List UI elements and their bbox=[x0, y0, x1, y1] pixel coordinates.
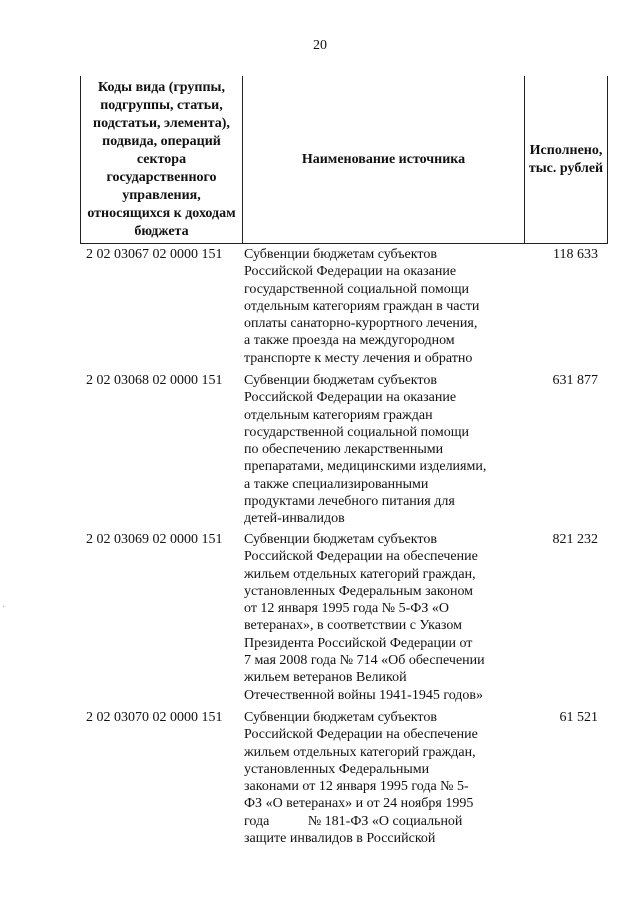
row-name bbox=[244, 372, 526, 528]
row-name-line: а также проезда на междугородном bbox=[244, 333, 455, 349]
row-name-line: Субвенции бюджетам субъектов bbox=[244, 710, 437, 725]
row-name bbox=[244, 709, 526, 847]
row-code: 2 02 03070 02 0000 151 bbox=[86, 710, 223, 725]
row-name-line: государственной социальной помощи bbox=[244, 281, 470, 297]
row-name-line: установленных Федеральным законом bbox=[244, 583, 474, 599]
row-name bbox=[244, 531, 526, 704]
row-name-line: жильем ветеранов Великой bbox=[244, 670, 407, 686]
row-name-line: года № 181-ФЗ «О социальной bbox=[244, 813, 463, 829]
row-amount: 118 633 bbox=[553, 247, 598, 262]
row-code: 2 02 03067 02 0000 151 bbox=[86, 247, 223, 262]
row-name-line: Президента Российской Федерации от bbox=[244, 635, 473, 651]
row-name-line: транспорте к месту лечения и обратно bbox=[244, 350, 473, 366]
row-name-line: Субвенции бюджетам субъектов bbox=[244, 373, 437, 388]
row-name-line: Отечественной войны 1941-1945 годов» bbox=[244, 687, 484, 703]
row-name-line: оплаты санаторно-курортного лечения, bbox=[244, 316, 478, 332]
row-name-line: государственной социальной помощи bbox=[244, 424, 470, 440]
row-name bbox=[244, 246, 526, 367]
row-name-line: Субвенции бюджетам субъектов bbox=[244, 532, 437, 547]
header-name: Наименование источника bbox=[243, 76, 525, 243]
scan-margin-mark: · bbox=[2, 602, 6, 613]
row-amount: 61 521 bbox=[559, 710, 598, 725]
row-name-line: ФЗ «О ветеранах» и от 24 ноября 1995 bbox=[244, 796, 474, 812]
row-name-line: ветеранах», в соответствии с Указом bbox=[244, 618, 462, 634]
row-code: 2 02 03069 02 0000 151 bbox=[86, 532, 223, 547]
row-code: 2 02 03068 02 0000 151 bbox=[86, 373, 223, 388]
row-name-line: жильем отдельных категорий граждан, bbox=[244, 566, 476, 582]
row-name-line: отдельным категориям граждан в части bbox=[244, 298, 480, 314]
row-name-line: защите инвалидов в Российской bbox=[244, 831, 436, 847]
row-name-line: по обеспечению лекарственными bbox=[244, 442, 444, 458]
header-code: Коды вида (группы, подгруппы, статьи, подстатьи, элемента), подвида, операций сектора государственного управления, относящихся к доходам бюджета bbox=[81, 76, 243, 243]
row-amount: 631 877 bbox=[552, 373, 598, 388]
row-name-line: Российской Федерации на обеспечение bbox=[244, 727, 478, 743]
row-name-line: Российской Федерации на оказание bbox=[244, 264, 457, 280]
row-name-line: препаратами, медицинскими изделиями, bbox=[244, 459, 487, 475]
row-name-line: Российской Федерации на оказание bbox=[244, 390, 457, 406]
row-name-line: от 12 января 1995 года № 5-ФЗ «О bbox=[244, 601, 449, 617]
page-number: 20 bbox=[313, 38, 327, 53]
row-name-line: Субвенции бюджетам субъектов bbox=[244, 247, 437, 262]
row-name-line: продуктами лечебного питания для bbox=[244, 494, 455, 510]
row-name-line: жильем отдельных категорий граждан, bbox=[244, 744, 476, 760]
row-name-line: установленных Федеральными bbox=[244, 761, 430, 777]
header-amount: Исполнено, тыс. рублей bbox=[528, 142, 604, 176]
row-name-line: а также специализированными bbox=[244, 476, 429, 492]
row-name-line: Российской Федерации на обеспечение bbox=[244, 549, 478, 565]
row-name-line: детей-инвалидов bbox=[244, 511, 345, 527]
table-header bbox=[80, 76, 608, 244]
row-name-line: отдельным категориям граждан bbox=[244, 407, 433, 423]
row-name-line: 7 мая 2008 года № 714 «Об обеспечении bbox=[244, 653, 485, 669]
row-amount: 821 232 bbox=[552, 532, 598, 547]
row-name-line: законами от 12 января 1995 года № 5- bbox=[244, 779, 469, 795]
